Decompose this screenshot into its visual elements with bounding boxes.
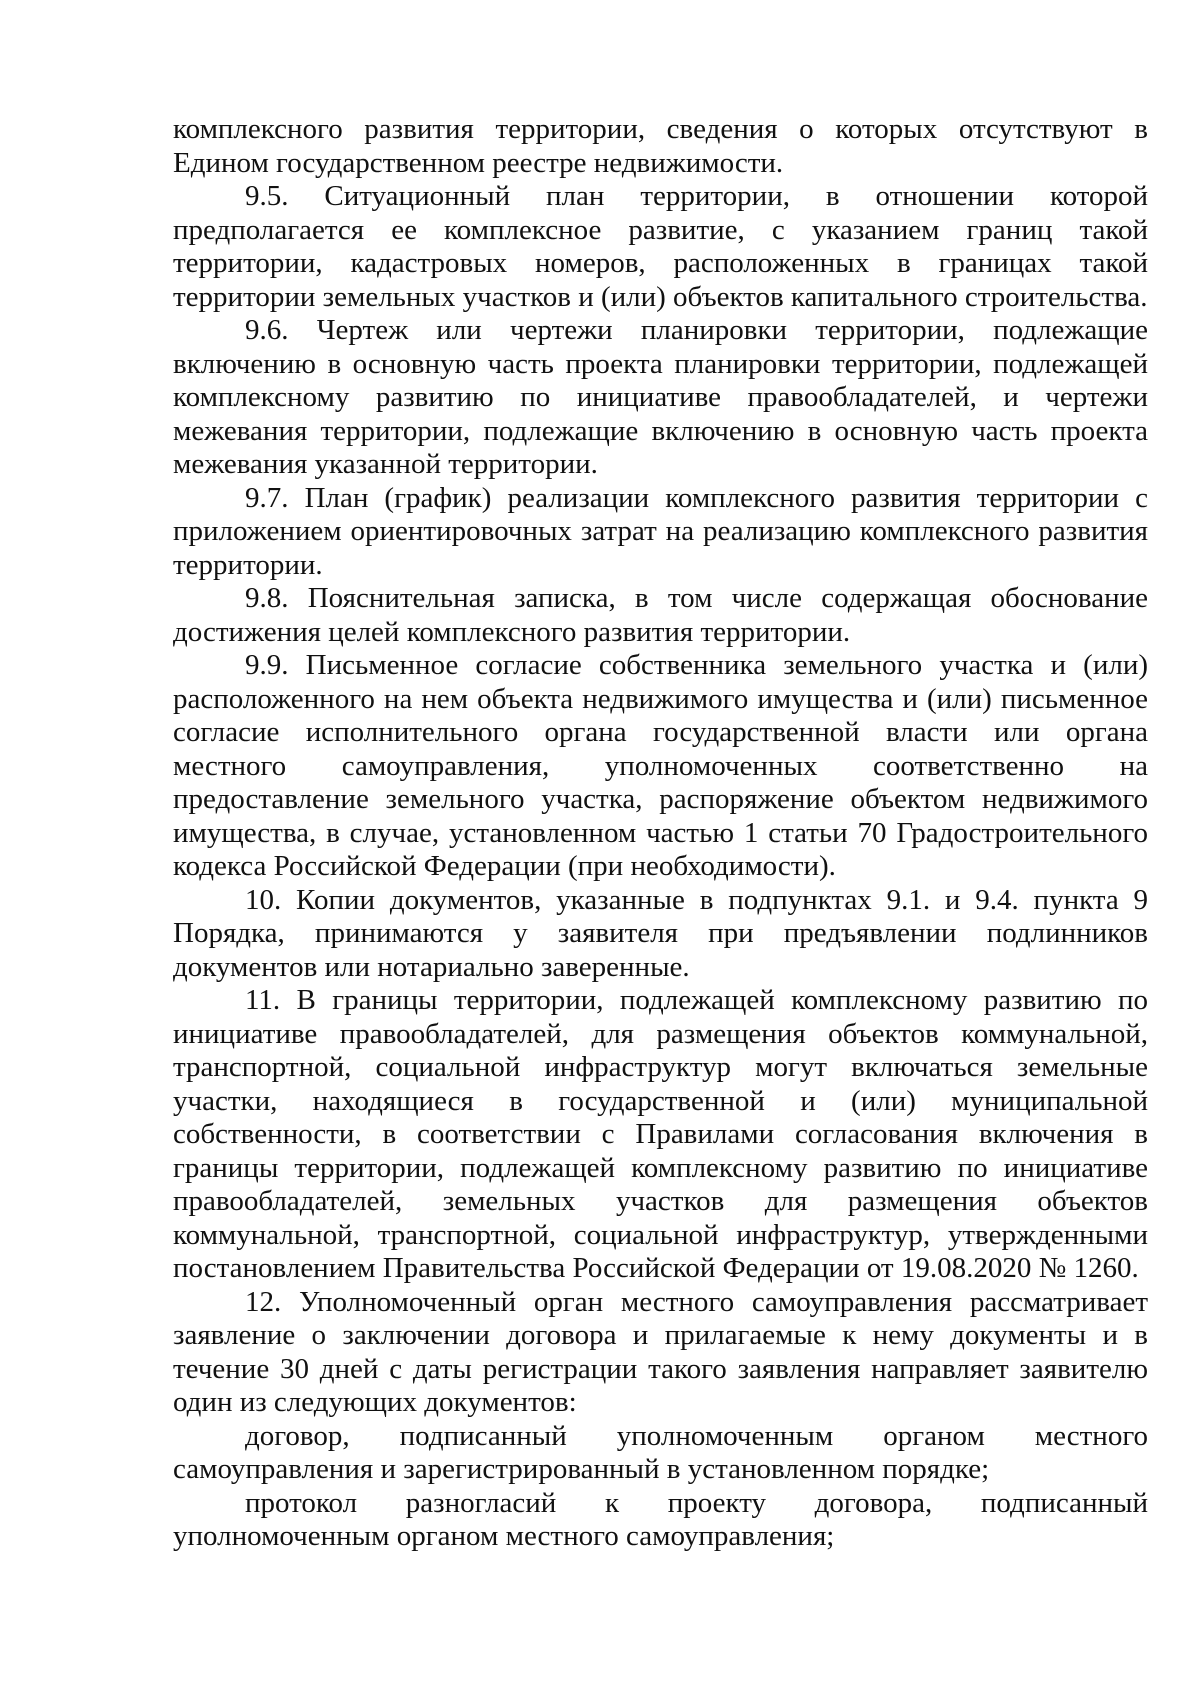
- paragraph-11: 11. В границы территории, подлежащей комплексному развитию по инициативе правообладателей, для размещения объектов коммунальной, транспортной, социальной инфраструктур могут включаться земельные участки, находящиеся в государственной и (или) муниципальной собственности, в соответствии с Правилами согласования включения в границы территории, подлежащей комплексному развитию по инициативе правообладателей, земельных участков для размещения объектов коммунальной, транспортной, социальной инфраструктур, утвержденными постановлением Правительства Российской Федерации от 19.08.2020 № 1260.: [173, 984, 1148, 1284]
- paragraph-9-8: 9.8. Пояснительная записка, в том числе содержащая обоснование достижения целей комплексного развития территории.: [173, 582, 1148, 648]
- document-page: [173, 113, 1148, 1554]
- paragraph-12-item-contract: договор, подписанный уполномоченным органом местного самоуправления и зарегистрированный в установленном порядке;: [173, 1419, 1148, 1485]
- paragraph-9-6: 9.6. Чертеж или чертежи планировки территории, подлежащие включению в основную часть проекта планировки территории, подлежащей комплексному развитию по инициативе правообладателей, и чертежи межевания территории, подлежащие включению в основную часть проекта межевания указанной территории.: [173, 314, 1148, 480]
- paragraph-continuation: комплексного развития территории, сведения о которых отсутствуют в Едином государственном реестре недвижимости.: [173, 113, 1148, 179]
- paragraph-10: 10. Копии документов, указанные в подпунктах 9.1. и 9.4. пункта 9 Порядка, принимаются у заявителя при предъявлении подлинников документов или нотариально заверенные.: [173, 883, 1148, 983]
- paragraph-12-item-protocol: протокол разногласий к проекту договора, подписанный уполномоченным органом местного самоуправления;: [173, 1486, 1148, 1552]
- paragraph-9-5: 9.5. Ситуационный план территории, в отношении которой предполагается ее комплексное развитие, с указанием границ такой территории, кадастровых номеров, расположенных в границах такой территории земельных участков и (или) объектов капитального строительства.: [173, 180, 1148, 313]
- paragraph-12: 12. Уполномоченный орган местного самоуправления рассматривает заявление о заключении договора и прилагаемые к нему документы и в течение 30 дней с даты регистрации такого заявления направляет заявителю один из следующих документов:: [173, 1285, 1148, 1418]
- paragraph-9-9: 9.9. Письменное согласие собственника земельного участка и (или) расположенного на нем объекта недвижимого имущества и (или) письменное согласие исполнительного органа государственной власти или органа местного самоуправления, уполномоченных соответственно на предоставление земельного участка, распоряжение объектом недвижимого имущества, в случае, установленном частью 1 статьи 70 Градостроительного кодекса Российской Федерации (при необходимости).: [173, 649, 1148, 882]
- paragraph-9-7: 9.7. План (график) реализации комплексного развития территории с приложением ориентировочных затрат на реализацию комплексного развития территории.: [173, 481, 1148, 581]
